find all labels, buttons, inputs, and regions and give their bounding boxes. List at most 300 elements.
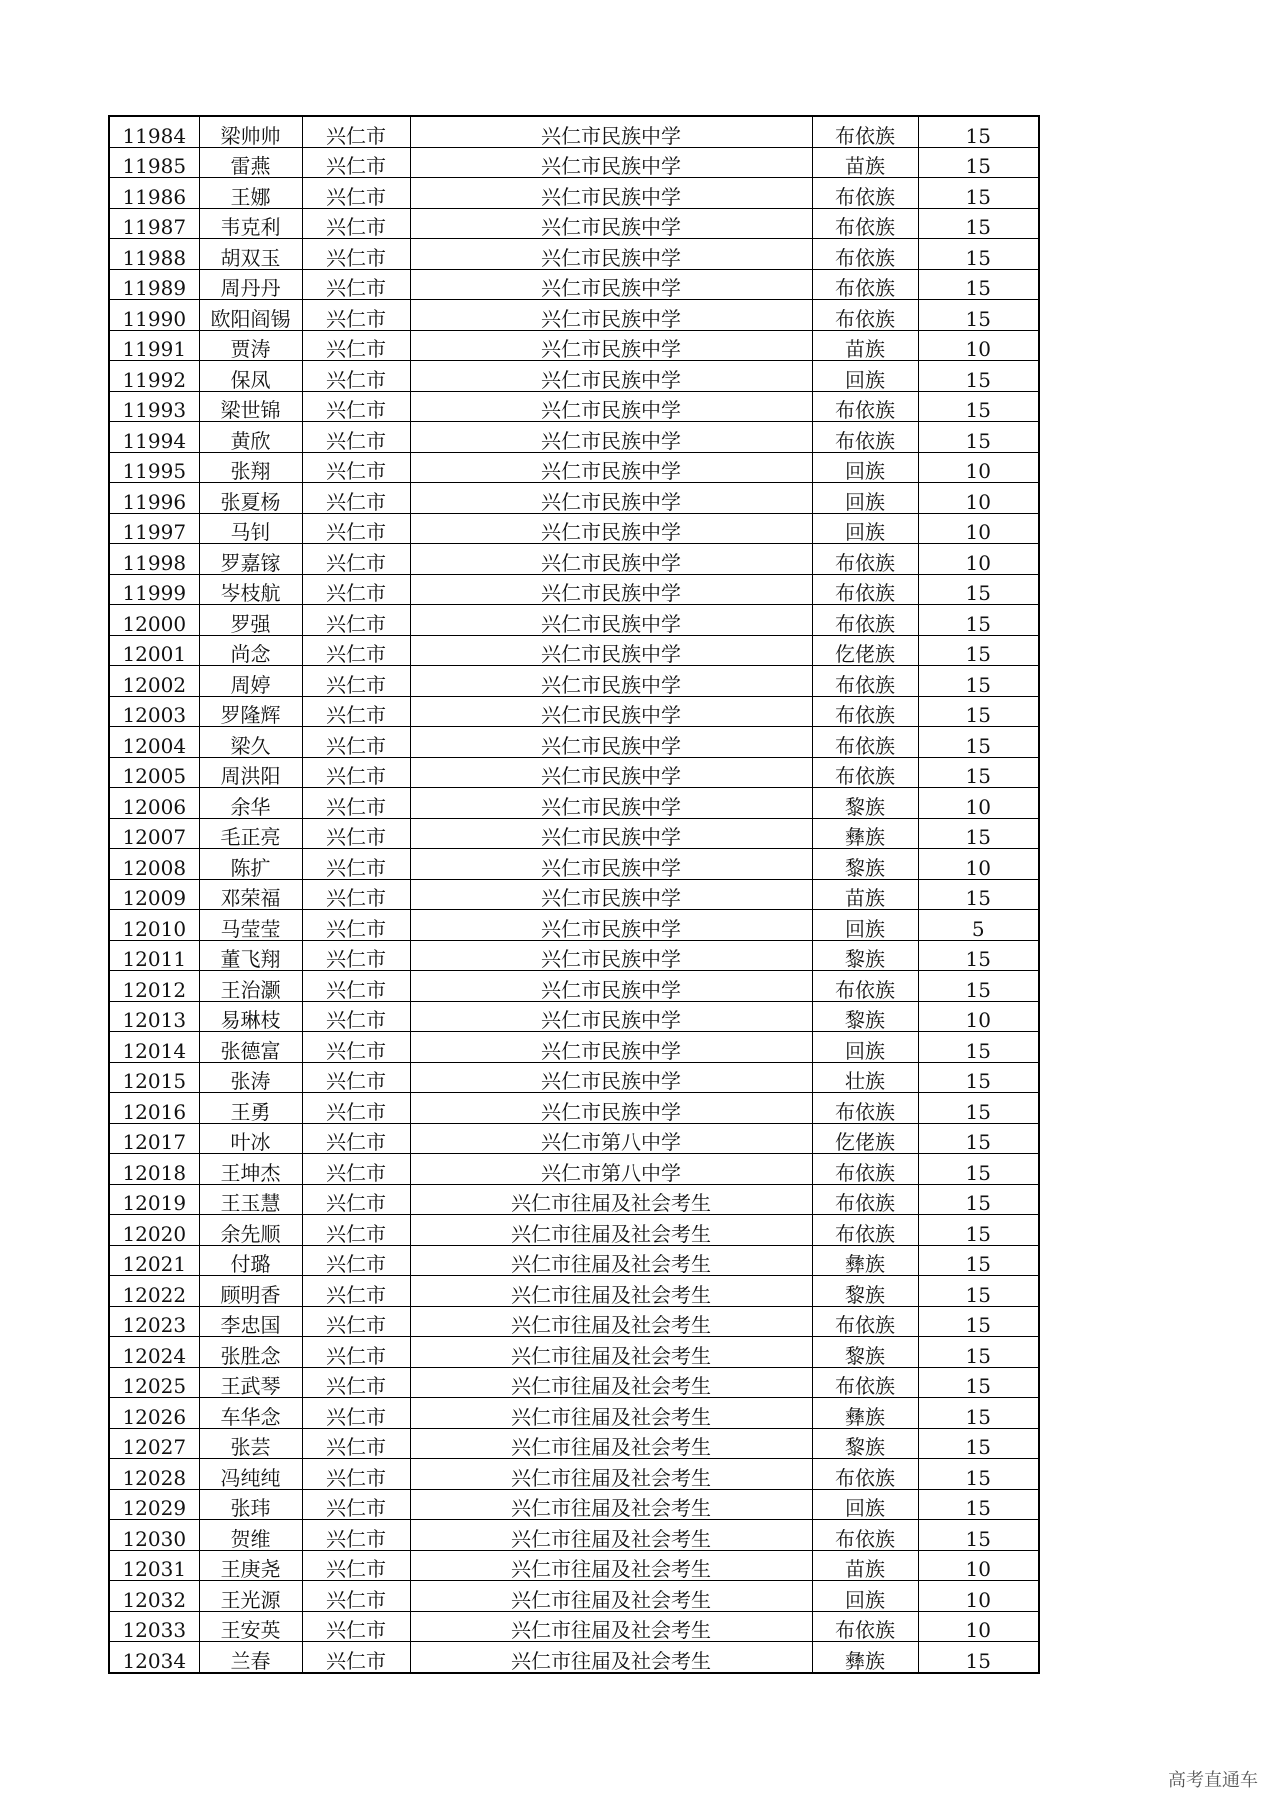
ethnicity-cell: 苗族 — [812, 147, 918, 178]
id-cell: 12025 — [109, 1367, 199, 1398]
city-cell: 兴仁市 — [302, 1154, 410, 1185]
ethnicity-cell: 黎族 — [812, 1276, 918, 1307]
table-row — [109, 1306, 1039, 1337]
name-cell: 王治灏 — [199, 971, 302, 1002]
id-cell: 12021 — [109, 1245, 199, 1276]
ethnicity-cell: 布依族 — [812, 422, 918, 453]
id-cell: 12017 — [109, 1123, 199, 1154]
id-cell: 12030 — [109, 1520, 199, 1551]
table-row — [109, 1123, 1039, 1154]
school-cell: 兴仁市民族中学 — [410, 1001, 812, 1032]
city-cell: 兴仁市 — [302, 513, 410, 544]
school-cell: 兴仁市民族中学 — [410, 330, 812, 361]
name-cell: 周婷 — [199, 666, 302, 697]
ethnicity-cell: 仡佬族 — [812, 1123, 918, 1154]
table-row — [109, 1581, 1039, 1612]
ethnicity-cell: 布依族 — [812, 544, 918, 575]
table-row — [109, 1550, 1039, 1581]
city-cell: 兴仁市 — [302, 147, 410, 178]
ethnicity-cell: 仡佬族 — [812, 635, 918, 666]
name-cell: 罗强 — [199, 605, 302, 636]
score-cell: 15 — [918, 1276, 1039, 1307]
score-cell: 15 — [918, 818, 1039, 849]
ethnicity-cell: 布依族 — [812, 1367, 918, 1398]
name-cell: 王庚尧 — [199, 1550, 302, 1581]
ethnicity-cell: 回族 — [812, 1489, 918, 1520]
school-cell: 兴仁市民族中学 — [410, 635, 812, 666]
ethnicity-cell: 布依族 — [812, 971, 918, 1002]
city-cell: 兴仁市 — [302, 1367, 410, 1398]
ethnicity-cell: 壮族 — [812, 1062, 918, 1093]
school-cell: 兴仁市民族中学 — [410, 1093, 812, 1124]
name-cell: 罗隆辉 — [199, 696, 302, 727]
id-cell: 11995 — [109, 452, 199, 483]
ethnicity-cell: 回族 — [812, 1581, 918, 1612]
table-row — [109, 1398, 1039, 1429]
name-cell: 付璐 — [199, 1245, 302, 1276]
id-cell: 12014 — [109, 1032, 199, 1063]
table-row — [109, 1062, 1039, 1093]
id-cell: 11990 — [109, 300, 199, 331]
table-row — [109, 910, 1039, 941]
name-cell: 王勇 — [199, 1093, 302, 1124]
ethnicity-cell: 布依族 — [812, 1093, 918, 1124]
table-row — [109, 330, 1039, 361]
score-cell: 15 — [918, 116, 1039, 147]
ethnicity-cell: 布依族 — [812, 1306, 918, 1337]
table-row — [109, 727, 1039, 758]
school-cell: 兴仁市往届及社会考生 — [410, 1398, 812, 1429]
name-cell: 李忠国 — [199, 1306, 302, 1337]
score-cell: 15 — [918, 879, 1039, 910]
score-cell: 15 — [918, 696, 1039, 727]
table-row — [109, 1245, 1039, 1276]
table-row — [109, 788, 1039, 819]
school-cell: 兴仁市往届及社会考生 — [410, 1550, 812, 1581]
id-cell: 11994 — [109, 422, 199, 453]
score-cell: 10 — [918, 483, 1039, 514]
city-cell: 兴仁市 — [302, 666, 410, 697]
ethnicity-cell: 彝族 — [812, 1642, 918, 1673]
ethnicity-cell: 布依族 — [812, 1184, 918, 1215]
city-cell: 兴仁市 — [302, 849, 410, 880]
score-cell: 15 — [918, 1215, 1039, 1246]
name-cell: 张胜念 — [199, 1337, 302, 1368]
table-row — [109, 574, 1039, 605]
table-row — [109, 1093, 1039, 1124]
table-row — [109, 605, 1039, 636]
ethnicity-cell: 回族 — [812, 513, 918, 544]
ethnicity-cell: 布依族 — [812, 269, 918, 300]
name-cell: 王娜 — [199, 178, 302, 209]
city-cell: 兴仁市 — [302, 422, 410, 453]
school-cell: 兴仁市往届及社会考生 — [410, 1581, 812, 1612]
ethnicity-cell: 回族 — [812, 1032, 918, 1063]
score-cell: 10 — [918, 544, 1039, 575]
city-cell: 兴仁市 — [302, 330, 410, 361]
score-cell: 15 — [918, 269, 1039, 300]
ethnicity-cell: 黎族 — [812, 940, 918, 971]
id-cell: 12016 — [109, 1093, 199, 1124]
name-cell: 周洪阳 — [199, 757, 302, 788]
ethnicity-cell: 布依族 — [812, 239, 918, 270]
score-cell: 15 — [918, 1154, 1039, 1185]
ethnicity-cell: 布依族 — [812, 391, 918, 422]
school-cell: 兴仁市民族中学 — [410, 239, 812, 270]
name-cell: 易琳枝 — [199, 1001, 302, 1032]
city-cell: 兴仁市 — [302, 1581, 410, 1612]
ethnicity-cell: 苗族 — [812, 1550, 918, 1581]
id-cell: 12009 — [109, 879, 199, 910]
id-cell: 12008 — [109, 849, 199, 880]
score-cell: 15 — [918, 147, 1039, 178]
school-cell: 兴仁市民族中学 — [410, 757, 812, 788]
score-cell: 15 — [918, 1032, 1039, 1063]
table-row — [109, 635, 1039, 666]
school-cell: 兴仁市民族中学 — [410, 1032, 812, 1063]
id-cell: 11998 — [109, 544, 199, 575]
score-cell: 15 — [918, 574, 1039, 605]
table-row — [109, 208, 1039, 239]
id-cell: 12007 — [109, 818, 199, 849]
id-cell: 12000 — [109, 605, 199, 636]
id-cell: 12019 — [109, 1184, 199, 1215]
ethnicity-cell: 布依族 — [812, 1154, 918, 1185]
school-cell: 兴仁市往届及社会考生 — [410, 1520, 812, 1551]
score-cell: 15 — [918, 208, 1039, 239]
name-cell: 陈扩 — [199, 849, 302, 880]
table-row — [109, 1154, 1039, 1185]
id-cell: 12003 — [109, 696, 199, 727]
school-cell: 兴仁市民族中学 — [410, 452, 812, 483]
name-cell: 马钊 — [199, 513, 302, 544]
score-cell: 15 — [918, 1123, 1039, 1154]
ethnicity-cell: 布依族 — [812, 1459, 918, 1490]
score-cell: 10 — [918, 788, 1039, 819]
name-cell: 董飞翔 — [199, 940, 302, 971]
city-cell: 兴仁市 — [302, 910, 410, 941]
name-cell: 张涛 — [199, 1062, 302, 1093]
table-row — [109, 147, 1039, 178]
school-cell: 兴仁市民族中学 — [410, 269, 812, 300]
table-row — [109, 1032, 1039, 1063]
city-cell: 兴仁市 — [302, 361, 410, 392]
school-cell: 兴仁市民族中学 — [410, 849, 812, 880]
table-row — [109, 1276, 1039, 1307]
city-cell: 兴仁市 — [302, 1459, 410, 1490]
id-cell: 12033 — [109, 1611, 199, 1642]
id-cell: 12022 — [109, 1276, 199, 1307]
ethnicity-cell: 黎族 — [812, 1428, 918, 1459]
city-cell: 兴仁市 — [302, 544, 410, 575]
school-cell: 兴仁市民族中学 — [410, 605, 812, 636]
school-cell: 兴仁市往届及社会考生 — [410, 1184, 812, 1215]
id-cell: 12018 — [109, 1154, 199, 1185]
table-row — [109, 940, 1039, 971]
table-row — [109, 116, 1039, 147]
ethnicity-cell: 黎族 — [812, 788, 918, 819]
school-cell: 兴仁市往届及社会考生 — [410, 1489, 812, 1520]
name-cell: 张夏杨 — [199, 483, 302, 514]
roster-table — [108, 115, 1040, 1674]
id-cell: 11989 — [109, 269, 199, 300]
id-cell: 11988 — [109, 239, 199, 270]
score-cell: 15 — [918, 1489, 1039, 1520]
score-cell: 10 — [918, 1550, 1039, 1581]
school-cell: 兴仁市往届及社会考生 — [410, 1245, 812, 1276]
id-cell: 12026 — [109, 1398, 199, 1429]
school-cell: 兴仁市民族中学 — [410, 696, 812, 727]
school-cell: 兴仁市民族中学 — [410, 116, 812, 147]
city-cell: 兴仁市 — [302, 940, 410, 971]
ethnicity-cell: 布依族 — [812, 727, 918, 758]
score-cell: 15 — [918, 1642, 1039, 1673]
name-cell: 余先顺 — [199, 1215, 302, 1246]
school-cell: 兴仁市第八中学 — [410, 1154, 812, 1185]
city-cell: 兴仁市 — [302, 788, 410, 819]
school-cell: 兴仁市民族中学 — [410, 574, 812, 605]
name-cell: 韦克利 — [199, 208, 302, 239]
id-cell: 12001 — [109, 635, 199, 666]
score-cell: 15 — [918, 239, 1039, 270]
score-cell: 10 — [918, 330, 1039, 361]
score-cell: 10 — [918, 1611, 1039, 1642]
city-cell: 兴仁市 — [302, 727, 410, 758]
table-row — [109, 971, 1039, 1002]
city-cell: 兴仁市 — [302, 1520, 410, 1551]
score-cell: 15 — [918, 1428, 1039, 1459]
city-cell: 兴仁市 — [302, 1032, 410, 1063]
city-cell: 兴仁市 — [302, 208, 410, 239]
table-row — [109, 879, 1039, 910]
name-cell: 张德富 — [199, 1032, 302, 1063]
name-cell: 车华念 — [199, 1398, 302, 1429]
score-cell: 15 — [918, 1245, 1039, 1276]
name-cell: 王安英 — [199, 1611, 302, 1642]
id-cell: 11987 — [109, 208, 199, 239]
id-cell: 12011 — [109, 940, 199, 971]
city-cell: 兴仁市 — [302, 1123, 410, 1154]
name-cell: 雷燕 — [199, 147, 302, 178]
school-cell: 兴仁市民族中学 — [410, 483, 812, 514]
score-cell: 15 — [918, 1337, 1039, 1368]
id-cell: 11986 — [109, 178, 199, 209]
name-cell: 毛正亮 — [199, 818, 302, 849]
score-cell: 15 — [918, 178, 1039, 209]
ethnicity-cell: 彝族 — [812, 818, 918, 849]
id-cell: 11999 — [109, 574, 199, 605]
score-cell: 15 — [918, 940, 1039, 971]
table-row — [109, 757, 1039, 788]
school-cell: 兴仁市民族中学 — [410, 971, 812, 1002]
ethnicity-cell: 回族 — [812, 483, 918, 514]
name-cell: 马莹莹 — [199, 910, 302, 941]
table-row — [109, 1367, 1039, 1398]
id-cell: 12010 — [109, 910, 199, 941]
ethnicity-cell: 回族 — [812, 452, 918, 483]
name-cell: 兰春 — [199, 1642, 302, 1673]
name-cell: 梁世锦 — [199, 391, 302, 422]
name-cell: 冯纯纯 — [199, 1459, 302, 1490]
school-cell: 兴仁市往届及社会考生 — [410, 1367, 812, 1398]
score-cell: 15 — [918, 635, 1039, 666]
ethnicity-cell: 黎族 — [812, 1337, 918, 1368]
id-cell: 12029 — [109, 1489, 199, 1520]
city-cell: 兴仁市 — [302, 1001, 410, 1032]
city-cell: 兴仁市 — [302, 1550, 410, 1581]
id-cell: 11996 — [109, 483, 199, 514]
city-cell: 兴仁市 — [302, 300, 410, 331]
school-cell: 兴仁市民族中学 — [410, 422, 812, 453]
table-row — [109, 1520, 1039, 1551]
school-cell: 兴仁市民族中学 — [410, 1062, 812, 1093]
city-cell: 兴仁市 — [302, 178, 410, 209]
school-cell: 兴仁市民族中学 — [410, 208, 812, 239]
id-cell: 11993 — [109, 391, 199, 422]
city-cell: 兴仁市 — [302, 1245, 410, 1276]
ethnicity-cell: 布依族 — [812, 605, 918, 636]
name-cell: 邓荣福 — [199, 879, 302, 910]
name-cell: 余华 — [199, 788, 302, 819]
id-cell: 11991 — [109, 330, 199, 361]
name-cell: 保凤 — [199, 361, 302, 392]
school-cell: 兴仁市往届及社会考生 — [410, 1428, 812, 1459]
score-cell: 15 — [918, 1459, 1039, 1490]
score-cell: 15 — [918, 1520, 1039, 1551]
score-cell: 15 — [918, 1367, 1039, 1398]
table-row — [109, 666, 1039, 697]
city-cell: 兴仁市 — [302, 1337, 410, 1368]
ethnicity-cell: 布依族 — [812, 696, 918, 727]
city-cell: 兴仁市 — [302, 696, 410, 727]
table-row — [109, 422, 1039, 453]
school-cell: 兴仁市民族中学 — [410, 727, 812, 758]
name-cell: 罗嘉镓 — [199, 544, 302, 575]
ethnicity-cell: 布依族 — [812, 1520, 918, 1551]
table-row — [109, 269, 1039, 300]
score-cell: 15 — [918, 1306, 1039, 1337]
city-cell: 兴仁市 — [302, 1306, 410, 1337]
id-cell: 12024 — [109, 1337, 199, 1368]
score-cell: 15 — [918, 422, 1039, 453]
name-cell: 尚念 — [199, 635, 302, 666]
school-cell: 兴仁市往届及社会考生 — [410, 1337, 812, 1368]
id-cell: 12002 — [109, 666, 199, 697]
school-cell: 兴仁市民族中学 — [410, 300, 812, 331]
name-cell: 周丹丹 — [199, 269, 302, 300]
name-cell: 岑枝航 — [199, 574, 302, 605]
table-row — [109, 849, 1039, 880]
id-cell: 12032 — [109, 1581, 199, 1612]
ethnicity-cell: 布依族 — [812, 666, 918, 697]
roster-body — [109, 116, 1039, 1673]
watermark-text: 高考直通车 — [1168, 1770, 1258, 1791]
ethnicity-cell: 苗族 — [812, 330, 918, 361]
city-cell: 兴仁市 — [302, 757, 410, 788]
name-cell: 胡双玉 — [199, 239, 302, 270]
table-row — [109, 544, 1039, 575]
id-cell: 12012 — [109, 971, 199, 1002]
school-cell: 兴仁市民族中学 — [410, 544, 812, 575]
school-cell: 兴仁市往届及社会考生 — [410, 1306, 812, 1337]
ethnicity-cell: 布依族 — [812, 1611, 918, 1642]
table-row — [109, 1184, 1039, 1215]
table-row — [109, 452, 1039, 483]
city-cell: 兴仁市 — [302, 239, 410, 270]
id-cell: 12005 — [109, 757, 199, 788]
name-cell: 王坤杰 — [199, 1154, 302, 1185]
city-cell: 兴仁市 — [302, 269, 410, 300]
name-cell: 王武琴 — [199, 1367, 302, 1398]
name-cell: 叶冰 — [199, 1123, 302, 1154]
city-cell: 兴仁市 — [302, 635, 410, 666]
score-cell: 15 — [918, 1093, 1039, 1124]
table-row — [109, 483, 1039, 514]
school-cell: 兴仁市民族中学 — [410, 361, 812, 392]
table-row — [109, 1611, 1039, 1642]
ethnicity-cell: 布依族 — [812, 757, 918, 788]
score-cell: 15 — [918, 1398, 1039, 1429]
ethnicity-cell: 布依族 — [812, 208, 918, 239]
name-cell: 欧阳阎锡 — [199, 300, 302, 331]
table-row — [109, 300, 1039, 331]
ethnicity-cell: 布依族 — [812, 300, 918, 331]
score-cell: 15 — [918, 361, 1039, 392]
score-cell: 5 — [918, 910, 1039, 941]
id-cell: 12006 — [109, 788, 199, 819]
name-cell: 王玉慧 — [199, 1184, 302, 1215]
name-cell: 贾涛 — [199, 330, 302, 361]
id-cell: 11997 — [109, 513, 199, 544]
score-cell: 15 — [918, 727, 1039, 758]
score-cell: 15 — [918, 1062, 1039, 1093]
city-cell: 兴仁市 — [302, 1642, 410, 1673]
id-cell: 12013 — [109, 1001, 199, 1032]
id-cell: 12031 — [109, 1550, 199, 1581]
score-cell: 15 — [918, 1184, 1039, 1215]
table-row — [109, 1215, 1039, 1246]
table-row — [109, 178, 1039, 209]
city-cell: 兴仁市 — [302, 1428, 410, 1459]
table-row — [109, 1489, 1039, 1520]
city-cell: 兴仁市 — [302, 1062, 410, 1093]
school-cell: 兴仁市往届及社会考生 — [410, 1459, 812, 1490]
name-cell: 梁帅帅 — [199, 116, 302, 147]
id-cell: 12023 — [109, 1306, 199, 1337]
score-cell: 15 — [918, 971, 1039, 1002]
id-cell: 12015 — [109, 1062, 199, 1093]
score-cell: 15 — [918, 666, 1039, 697]
table-row — [109, 361, 1039, 392]
ethnicity-cell: 彝族 — [812, 1245, 918, 1276]
city-cell: 兴仁市 — [302, 1276, 410, 1307]
school-cell: 兴仁市民族中学 — [410, 910, 812, 941]
city-cell: 兴仁市 — [302, 818, 410, 849]
ethnicity-cell: 彝族 — [812, 1398, 918, 1429]
school-cell: 兴仁市往届及社会考生 — [410, 1611, 812, 1642]
table-row — [109, 239, 1039, 270]
score-cell: 10 — [918, 1001, 1039, 1032]
id-cell: 12004 — [109, 727, 199, 758]
school-cell: 兴仁市往届及社会考生 — [410, 1215, 812, 1246]
ethnicity-cell: 布依族 — [812, 116, 918, 147]
id-cell: 11985 — [109, 147, 199, 178]
city-cell: 兴仁市 — [302, 483, 410, 514]
name-cell: 张玮 — [199, 1489, 302, 1520]
city-cell: 兴仁市 — [302, 391, 410, 422]
score-cell: 10 — [918, 849, 1039, 880]
city-cell: 兴仁市 — [302, 605, 410, 636]
